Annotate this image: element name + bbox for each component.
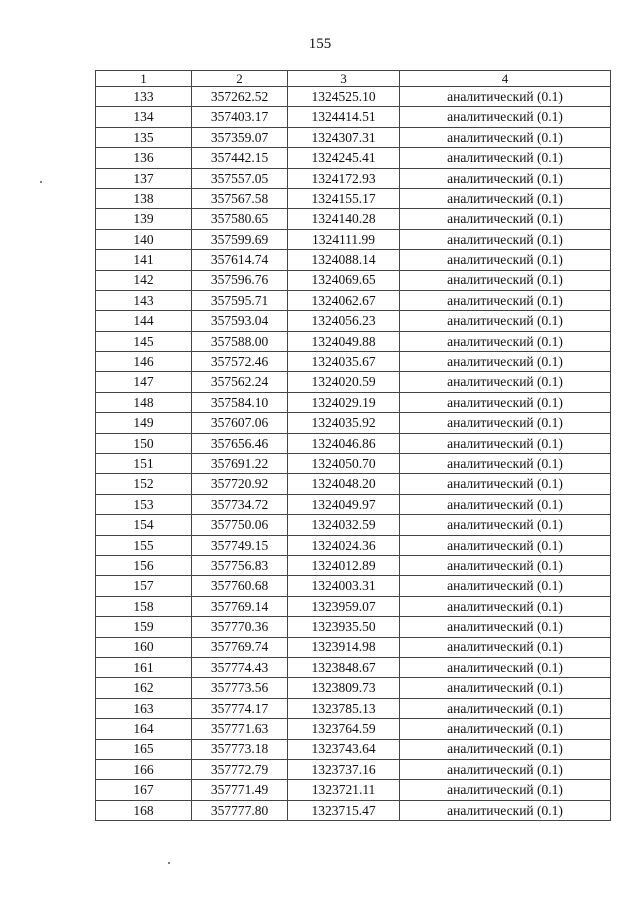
method-cell: аналитический (0.1) [400, 617, 611, 637]
method-cell: аналитический (0.1) [400, 494, 611, 514]
x-coordinate-cell: 357584.10 [192, 392, 288, 412]
x-coordinate-cell: 357557.05 [192, 168, 288, 188]
x-coordinate-cell: 357734.72 [192, 494, 288, 514]
table-row [96, 331, 611, 351]
method-cell: аналитический (0.1) [400, 290, 611, 310]
y-coordinate-cell: 1324032.59 [288, 515, 400, 535]
scan-speck [40, 181, 42, 183]
point-number-cell: 155 [96, 535, 192, 555]
method-cell: аналитический (0.1) [400, 454, 611, 474]
table-row [96, 759, 611, 779]
method-cell: аналитический (0.1) [400, 637, 611, 657]
method-cell: аналитический (0.1) [400, 413, 611, 433]
table-row [96, 148, 611, 168]
y-coordinate-cell: 1324049.97 [288, 494, 400, 514]
method-cell: аналитический (0.1) [400, 739, 611, 759]
y-coordinate-cell: 1324056.23 [288, 311, 400, 331]
y-coordinate-cell: 1324111.99 [288, 229, 400, 249]
point-number-cell: 138 [96, 188, 192, 208]
y-coordinate-cell: 1323764.59 [288, 719, 400, 739]
x-coordinate-cell: 357442.15 [192, 148, 288, 168]
point-number-cell: 143 [96, 290, 192, 310]
x-coordinate-cell: 357595.71 [192, 290, 288, 310]
y-coordinate-cell: 1323809.73 [288, 678, 400, 698]
page-number: 155 [308, 36, 332, 52]
table-row [96, 780, 611, 800]
table-row [96, 392, 611, 412]
point-number-cell: 133 [96, 87, 192, 107]
table-header-row [96, 71, 611, 87]
x-coordinate-cell: 357769.14 [192, 596, 288, 616]
point-number-cell: 160 [96, 637, 192, 657]
x-coordinate-cell: 357691.22 [192, 454, 288, 474]
method-cell: аналитический (0.1) [400, 270, 611, 290]
point-number-cell: 142 [96, 270, 192, 290]
y-coordinate-cell: 1323848.67 [288, 657, 400, 677]
x-coordinate-cell: 357773.56 [192, 678, 288, 698]
x-coordinate-cell: 357359.07 [192, 127, 288, 147]
table-row [96, 127, 611, 147]
method-cell: аналитический (0.1) [400, 719, 611, 739]
y-coordinate-cell: 1324035.67 [288, 352, 400, 372]
method-cell: аналитический (0.1) [400, 576, 611, 596]
x-coordinate-cell: 357656.46 [192, 433, 288, 453]
table-row [96, 372, 611, 392]
y-coordinate-cell: 1324525.10 [288, 87, 400, 107]
method-cell: аналитический (0.1) [400, 209, 611, 229]
point-number-cell: 152 [96, 474, 192, 494]
y-coordinate-cell: 1324172.93 [288, 168, 400, 188]
table-row [96, 270, 611, 290]
x-coordinate-cell: 357593.04 [192, 311, 288, 331]
x-coordinate-cell: 357772.79 [192, 759, 288, 779]
method-cell: аналитический (0.1) [400, 87, 611, 107]
point-number-cell: 167 [96, 780, 192, 800]
method-cell: аналитический (0.1) [400, 555, 611, 575]
table-row [96, 535, 611, 555]
x-coordinate-cell: 357596.76 [192, 270, 288, 290]
method-cell: аналитический (0.1) [400, 331, 611, 351]
y-coordinate-cell: 1324050.70 [288, 454, 400, 474]
table-row [96, 657, 611, 677]
y-coordinate-cell: 1323935.50 [288, 617, 400, 637]
table-row [96, 800, 611, 820]
table-row [96, 250, 611, 270]
table-row [96, 413, 611, 433]
x-coordinate-cell: 357720.92 [192, 474, 288, 494]
y-coordinate-cell: 1324003.31 [288, 576, 400, 596]
table-body [96, 87, 611, 821]
x-coordinate-cell: 357599.69 [192, 229, 288, 249]
table-row [96, 719, 611, 739]
method-cell: аналитический (0.1) [400, 535, 611, 555]
y-coordinate-cell: 1323785.13 [288, 698, 400, 718]
y-coordinate-cell: 1323914.98 [288, 637, 400, 657]
point-number-cell: 165 [96, 739, 192, 759]
y-coordinate-cell: 1323721.11 [288, 780, 400, 800]
method-cell: аналитический (0.1) [400, 780, 611, 800]
method-cell: аналитический (0.1) [400, 515, 611, 535]
method-cell: аналитический (0.1) [400, 229, 611, 249]
y-coordinate-cell: 1324049.88 [288, 331, 400, 351]
column-header: 4 [400, 71, 611, 87]
point-number-cell: 148 [96, 392, 192, 412]
table-row [96, 474, 611, 494]
point-number-cell: 163 [96, 698, 192, 718]
x-coordinate-cell: 357750.06 [192, 515, 288, 535]
x-coordinate-cell: 357756.83 [192, 555, 288, 575]
point-number-cell: 134 [96, 107, 192, 127]
table-row [96, 311, 611, 331]
point-number-cell: 153 [96, 494, 192, 514]
y-coordinate-cell: 1324088.14 [288, 250, 400, 270]
x-coordinate-cell: 357614.74 [192, 250, 288, 270]
table-row [96, 454, 611, 474]
table-row [96, 433, 611, 453]
method-cell: аналитический (0.1) [400, 148, 611, 168]
x-coordinate-cell: 357749.15 [192, 535, 288, 555]
method-cell: аналитический (0.1) [400, 433, 611, 453]
method-cell: аналитический (0.1) [400, 474, 611, 494]
table-row [96, 209, 611, 229]
column-header: 1 [96, 71, 192, 87]
x-coordinate-cell: 357262.52 [192, 87, 288, 107]
scan-speck [168, 862, 170, 864]
point-number-cell: 137 [96, 168, 192, 188]
x-coordinate-cell: 357567.58 [192, 188, 288, 208]
table-row [96, 739, 611, 759]
method-cell: аналитический (0.1) [400, 596, 611, 616]
table-row [96, 107, 611, 127]
table-row [96, 637, 611, 657]
method-cell: аналитический (0.1) [400, 107, 611, 127]
y-coordinate-cell: 1323715.47 [288, 800, 400, 820]
table-row [96, 555, 611, 575]
point-number-cell: 162 [96, 678, 192, 698]
table-row [96, 698, 611, 718]
y-coordinate-cell: 1324029.19 [288, 392, 400, 412]
point-number-cell: 140 [96, 229, 192, 249]
y-coordinate-cell: 1324048.20 [288, 474, 400, 494]
point-number-cell: 135 [96, 127, 192, 147]
y-coordinate-cell: 1323737.16 [288, 759, 400, 779]
point-number-cell: 168 [96, 800, 192, 820]
column-header: 2 [192, 71, 288, 87]
x-coordinate-cell: 357774.43 [192, 657, 288, 677]
x-coordinate-cell: 357773.18 [192, 739, 288, 759]
table-row [96, 596, 611, 616]
point-number-cell: 157 [96, 576, 192, 596]
y-coordinate-cell: 1324414.51 [288, 107, 400, 127]
method-cell: аналитический (0.1) [400, 800, 611, 820]
method-cell: аналитический (0.1) [400, 392, 611, 412]
method-cell: аналитический (0.1) [400, 188, 611, 208]
x-coordinate-cell: 357769.74 [192, 637, 288, 657]
y-coordinate-cell: 1324140.28 [288, 209, 400, 229]
y-coordinate-cell: 1324069.65 [288, 270, 400, 290]
table-row [96, 678, 611, 698]
x-coordinate-cell: 357403.17 [192, 107, 288, 127]
y-coordinate-cell: 1324245.41 [288, 148, 400, 168]
table-row [96, 494, 611, 514]
x-coordinate-cell: 357760.68 [192, 576, 288, 596]
method-cell: аналитический (0.1) [400, 311, 611, 331]
method-cell: аналитический (0.1) [400, 372, 611, 392]
point-number-cell: 166 [96, 759, 192, 779]
y-coordinate-cell: 1324155.17 [288, 188, 400, 208]
y-coordinate-cell: 1324035.92 [288, 413, 400, 433]
method-cell: аналитический (0.1) [400, 759, 611, 779]
table-row [96, 87, 611, 107]
x-coordinate-cell: 357607.06 [192, 413, 288, 433]
y-coordinate-cell: 1324062.67 [288, 290, 400, 310]
method-cell: аналитический (0.1) [400, 698, 611, 718]
x-coordinate-cell: 357770.36 [192, 617, 288, 637]
method-cell: аналитический (0.1) [400, 127, 611, 147]
point-number-cell: 146 [96, 352, 192, 372]
table-row [96, 188, 611, 208]
point-number-cell: 136 [96, 148, 192, 168]
x-coordinate-cell: 357774.17 [192, 698, 288, 718]
point-number-cell: 164 [96, 719, 192, 739]
point-number-cell: 141 [96, 250, 192, 270]
x-coordinate-cell: 357771.49 [192, 780, 288, 800]
point-number-cell: 145 [96, 331, 192, 351]
table-row [96, 515, 611, 535]
y-coordinate-cell: 1323743.64 [288, 739, 400, 759]
point-number-cell: 156 [96, 555, 192, 575]
method-cell: аналитический (0.1) [400, 352, 611, 372]
coordinates-table [95, 70, 611, 821]
y-coordinate-cell: 1324012.89 [288, 555, 400, 575]
point-number-cell: 159 [96, 617, 192, 637]
point-number-cell: 144 [96, 311, 192, 331]
table-row [96, 352, 611, 372]
column-header: 3 [288, 71, 400, 87]
table-row [96, 617, 611, 637]
point-number-cell: 139 [96, 209, 192, 229]
y-coordinate-cell: 1324020.59 [288, 372, 400, 392]
point-number-cell: 149 [96, 413, 192, 433]
table-row [96, 168, 611, 188]
point-number-cell: 161 [96, 657, 192, 677]
table-row [96, 576, 611, 596]
point-number-cell: 154 [96, 515, 192, 535]
x-coordinate-cell: 357588.00 [192, 331, 288, 351]
x-coordinate-cell: 357572.46 [192, 352, 288, 372]
method-cell: аналитический (0.1) [400, 657, 611, 677]
y-coordinate-cell: 1324024.36 [288, 535, 400, 555]
table-row [96, 290, 611, 310]
x-coordinate-cell: 357580.65 [192, 209, 288, 229]
y-coordinate-cell: 1324307.31 [288, 127, 400, 147]
point-number-cell: 151 [96, 454, 192, 474]
point-number-cell: 158 [96, 596, 192, 616]
method-cell: аналитический (0.1) [400, 168, 611, 188]
table-row [96, 229, 611, 249]
point-number-cell: 147 [96, 372, 192, 392]
point-number-cell: 150 [96, 433, 192, 453]
y-coordinate-cell: 1323959.07 [288, 596, 400, 616]
x-coordinate-cell: 357771.63 [192, 719, 288, 739]
method-cell: аналитический (0.1) [400, 250, 611, 270]
x-coordinate-cell: 357777.80 [192, 800, 288, 820]
y-coordinate-cell: 1324046.86 [288, 433, 400, 453]
x-coordinate-cell: 357562.24 [192, 372, 288, 392]
method-cell: аналитический (0.1) [400, 678, 611, 698]
